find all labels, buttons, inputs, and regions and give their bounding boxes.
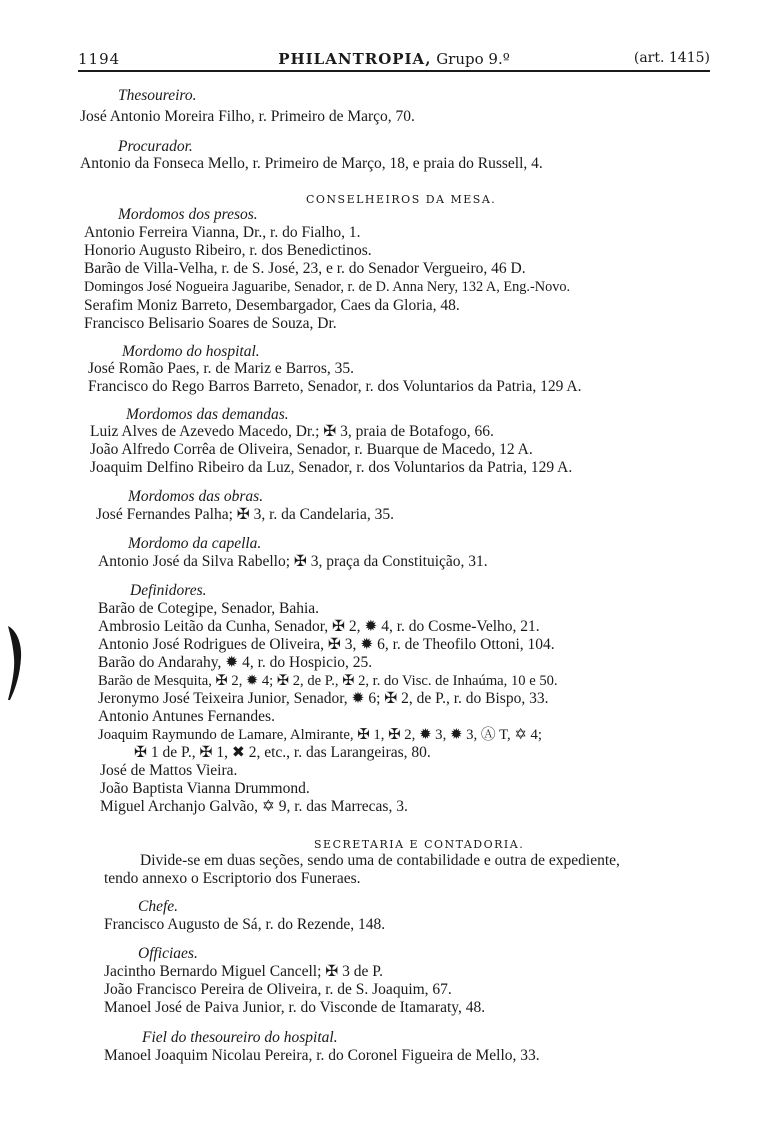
entry-line: José Antonio Moreira Filho, r. Primeiro de Março, 70.	[80, 108, 415, 125]
section-heading: Procurador.	[118, 138, 193, 155]
article-reference: (art. 1415)	[633, 50, 710, 66]
entry-line: Honorio Augusto Ribeiro, r. dos Benedictinos.	[84, 242, 372, 259]
entry-line: Antonio Antunes Fernandes.	[98, 708, 275, 725]
page-number: 1194	[78, 50, 121, 68]
entry-line: Domingos José Nogueira Jaguaribe, Senador, r. de D. Anna Nery, 132 A, Eng.-Novo.	[84, 279, 571, 295]
entry-line: Barão do Andarahy, ✹ 4, r. do Hospicio, 25.	[98, 654, 373, 671]
entry-line: João Baptista Vianna Drummond.	[100, 780, 310, 797]
body-text: Divide-se em duas seções, sendo uma de contabilidade e outra de expediente,	[140, 852, 620, 869]
entry-line: José de Mattos Vieira.	[100, 762, 238, 779]
entry-line: Barão de Cotegipe, Senador, Bahia.	[98, 600, 320, 617]
page-header	[78, 48, 710, 72]
entry-line: Luiz Alves de Azevedo Macedo, Dr.; ✠ 3, praia de Botafogo, 66.	[90, 423, 494, 440]
section-heading: Mordomos das demandas.	[126, 406, 289, 423]
entry-line: João Francisco Pereira de Oliveira, r. de S. Joaquim, 67.	[104, 981, 452, 998]
entry-line: Antonio Ferreira Vianna, Dr., r. do Fialho, 1.	[84, 224, 361, 241]
section-heading: Officiaes.	[138, 945, 198, 962]
entry-line: Manoel Joaquim Nicolau Pereira, r. do Coronel Figueira de Mello, 33.	[104, 1047, 540, 1064]
entry-line: Barão de Mesquita, ✠ 2, ✹ 4; ✠ 2, de P., ✠ 2, r. do Visc. de Inhaúma, 10 e 50.	[98, 673, 558, 689]
section-heading: Mordomo do hospital.	[122, 343, 260, 360]
section-heading: Chefe.	[138, 898, 179, 915]
entry-line: Antonio José Rodrigues de Oliveira, ✠ 3, ✹ 6, r. de Theofilo Ottoni, 104.	[98, 636, 555, 653]
entry-line: Antonio José da Silva Rabello; ✠ 3, praça da Constituição, 31.	[98, 553, 488, 570]
entry-line: Barão de Villa-Velha, r. de S. José, 23, e r. do Senador Vergueiro, 46 D.	[84, 260, 526, 277]
entry-line: José Romão Paes, r. de Mariz e Barros, 35.	[88, 360, 355, 377]
section-heading: Mordomos das obras.	[128, 488, 264, 505]
entry-line: Ambrosio Leitão da Cunha, Senador, ✠ 2, ✹ 4, r. do Cosme-Velho, 21.	[98, 618, 540, 635]
entry-line: João Alfredo Corrêa de Oliveira, Senador, r. Buarque de Macedo, 12 A.	[90, 441, 533, 458]
entry-line: Manoel José de Paiva Junior, r. do Visconde de Itamaraty, 48.	[104, 999, 486, 1016]
entry-line: Francisco Augusto de Sá, r. do Rezende, 148.	[104, 916, 386, 933]
group-heading: SECRETARIA E CONTADORIA.	[314, 838, 525, 851]
section-heading: Mordomo da capella.	[128, 535, 262, 552]
group-heading: CONSELHEIROS DA MESA.	[306, 193, 497, 206]
entry-line: ✠ 1 de P., ✠ 1, ✖ 2, etc., r. das Larangeiras, 80.	[134, 744, 431, 761]
entry-line: José Fernandes Palha; ✠ 3, r. da Candelaria, 35.	[96, 506, 394, 523]
entry-line: Serafim Moniz Barreto, Desembargador, Caes da Gloria, 48.	[84, 297, 460, 314]
section-heading: Mordomos dos presos.	[118, 206, 258, 223]
ink-stain	[6, 622, 24, 702]
entry-line: Francisco do Rego Barros Barreto, Senador, r. dos Voluntarios da Patria, 129 A.	[88, 378, 582, 395]
body-text: tendo annexo o Escriptorio dos Funeraes.	[104, 870, 361, 887]
section-heading: Definidores.	[130, 582, 207, 599]
running-title-main: PHILANTROPIA,	[278, 50, 432, 68]
entry-line: Joaquim Raymundo de Lamare, Almirante, ✠ 1, ✠ 2, ✹ 3, ✹ 3, Ⓐ T, ✡ 4;	[98, 727, 543, 743]
running-title	[78, 50, 710, 68]
entry-line: Jacintho Bernardo Miguel Cancell; ✠ 3 de P.	[104, 963, 384, 980]
entry-line: Jeronymo José Teixeira Junior, Senador, ✹ 6; ✠ 2, de P., r. do Bispo, 33.	[98, 690, 549, 707]
entry-line: Antonio da Fonseca Mello, r. Primeiro de Março, 18, e praia do Russell, 4.	[80, 155, 543, 172]
running-title-group: Grupo 9.º	[436, 50, 510, 68]
section-heading: Thesoureiro.	[118, 87, 197, 104]
section-heading: Fiel do thesoureiro do hospital.	[142, 1029, 338, 1046]
entry-line: Joaquim Delfino Ribeiro da Luz, Senador, r. dos Voluntarios da Patria, 129 A.	[90, 459, 573, 476]
entry-line: Miguel Archanjo Galvão, ✡ 9, r. das Marrecas, 3.	[100, 798, 408, 815]
entry-line: Francisco Belisario Soares de Souza, Dr.	[84, 315, 337, 332]
